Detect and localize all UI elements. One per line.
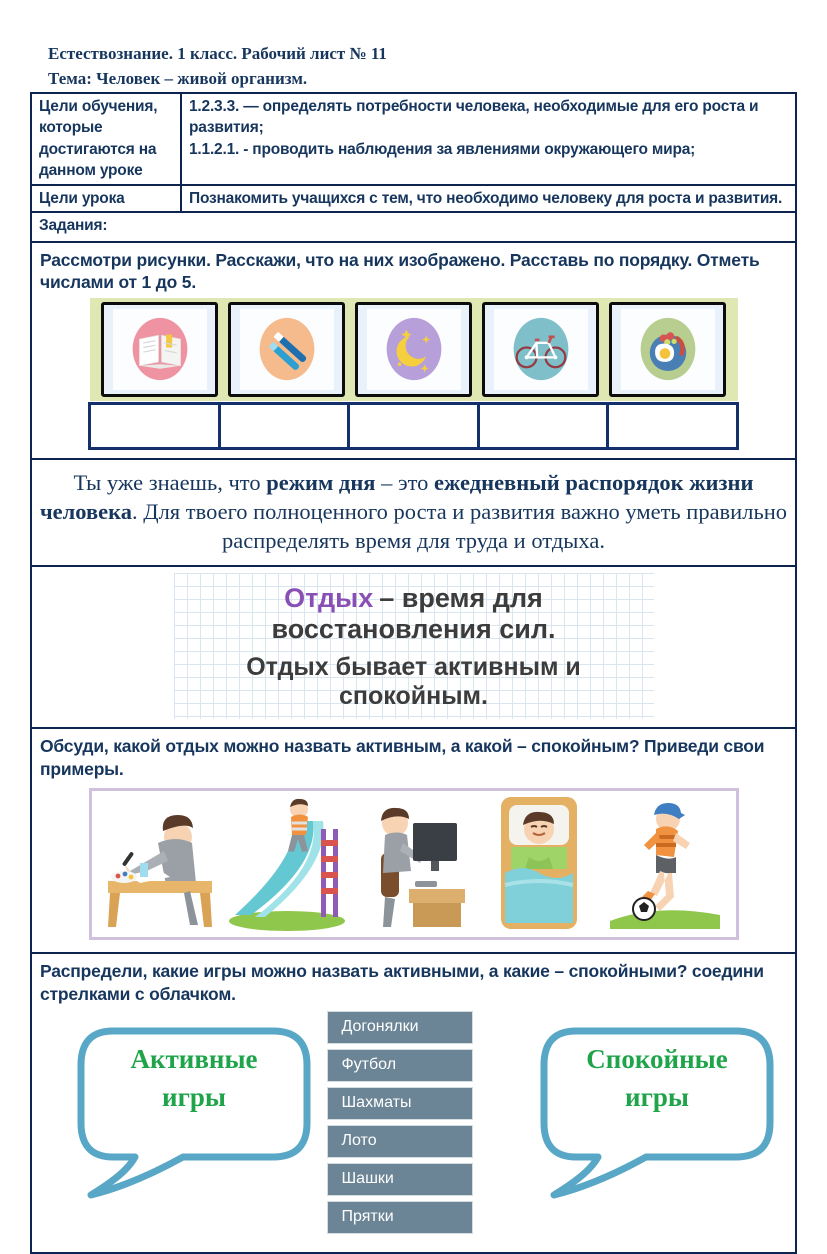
child-painting-at-desk-icon bbox=[100, 793, 225, 933]
task2-section bbox=[32, 727, 795, 952]
game-item-dogonyalki[interactable]: Догонялки bbox=[327, 1011, 473, 1044]
child-on-slide-icon bbox=[225, 793, 350, 933]
active-games-bubble[interactable] bbox=[73, 1023, 315, 1201]
bubble-line: Спокойные bbox=[586, 1043, 728, 1074]
games-sorting-area bbox=[39, 1009, 788, 1246]
learning-goals-label: Цели обучения, которые достигаются на данном уроке bbox=[32, 94, 182, 184]
worksheet-table bbox=[30, 92, 797, 1254]
rest-term: Отдых bbox=[284, 583, 374, 614]
breakfast-plate-icon bbox=[627, 311, 709, 387]
task3-instruction: Распредели, какие игры можно назвать активными, а какие – спокойными? соедини стрелками с облачком. bbox=[40, 961, 764, 1004]
answer-box-2[interactable] bbox=[218, 402, 351, 450]
worksheet-header bbox=[0, 0, 827, 91]
lesson-goal-row bbox=[32, 184, 795, 211]
tasks-heading: Задания: bbox=[32, 211, 795, 241]
bubble-line: Активные bbox=[130, 1043, 258, 1074]
daily-routine-pictures bbox=[90, 298, 738, 401]
order-answer-row bbox=[88, 402, 739, 450]
game-item-pryatki[interactable]: Прятки bbox=[327, 1201, 473, 1234]
task1-instruction: Рассмотри рисунки. Расскажи, что на них изображено. Расставь по порядку. Отметь числами от 1 до 5. bbox=[40, 249, 760, 293]
picture-card-bicycle bbox=[482, 302, 599, 397]
child-sleeping-in-bed-icon bbox=[477, 793, 602, 933]
bicycle-icon bbox=[500, 311, 582, 387]
game-item-shashki[interactable]: Шашки bbox=[327, 1163, 473, 1196]
bubble-line: игры bbox=[625, 1081, 689, 1112]
calm-games-label bbox=[536, 1041, 778, 1117]
picture-card-breakfast bbox=[609, 302, 726, 397]
picture-card-book bbox=[101, 302, 218, 397]
learning-goal-2: 1.1.2.1. - проводить наблюдения за явлениями окружающего мира; bbox=[189, 140, 696, 158]
task3-section bbox=[32, 952, 795, 1252]
game-item-loto[interactable]: Лото bbox=[327, 1125, 473, 1158]
learning-goal-1: 1.2.3.3. — определять потребности человека, необходимые для его роста и развития; bbox=[189, 98, 759, 137]
picture-frame bbox=[367, 309, 461, 390]
rest-activities-pictures bbox=[89, 788, 739, 940]
toothbrush-and-toothpaste-icon bbox=[246, 311, 328, 387]
answer-box-1[interactable] bbox=[88, 402, 221, 450]
answer-box-4[interactable] bbox=[477, 402, 610, 450]
intro-bold-term: режим дня bbox=[266, 469, 376, 495]
picture-card-night bbox=[355, 302, 472, 397]
answer-box-5[interactable] bbox=[606, 402, 739, 450]
active-games-label bbox=[73, 1041, 315, 1117]
calm-games-bubble[interactable] bbox=[536, 1023, 778, 1201]
intro-paragraph bbox=[32, 458, 795, 566]
task1-section bbox=[32, 241, 795, 458]
rest-definition-line2: Отдых бывает активным и спокойным. bbox=[246, 653, 581, 711]
picture-frame bbox=[621, 309, 715, 390]
night-moon-and-stars-icon bbox=[373, 311, 455, 387]
learning-goals-value bbox=[182, 94, 795, 184]
picture-frame bbox=[113, 309, 207, 390]
game-item-shahmaty[interactable]: Шахматы bbox=[327, 1087, 473, 1120]
game-item-futbol[interactable]: Футбол bbox=[327, 1049, 473, 1082]
picture-card-toothbrush bbox=[228, 302, 345, 397]
child-playing-football-icon bbox=[602, 793, 727, 933]
child-at-computer-icon bbox=[351, 793, 476, 933]
bubble-line: игры bbox=[162, 1081, 226, 1112]
picture-frame bbox=[240, 309, 334, 390]
task2-instruction: Обсуди, какой отдых можно назвать активным, а какой – спокойным? Приведи свои примеры. bbox=[40, 736, 765, 779]
rest-definition-line1 bbox=[184, 583, 644, 645]
lesson-goal-value: Познакомить учащихся с тем, что необходимо человеку для роста и развития. bbox=[189, 189, 783, 207]
lesson-goal-label: Цели урока bbox=[32, 186, 182, 211]
intro-text: Ты уже знаешь, что bbox=[73, 469, 267, 495]
rest-definition-text: – время для восстановления сил. bbox=[271, 583, 556, 645]
rest-definition-section bbox=[32, 565, 795, 727]
rest-definition-card bbox=[174, 573, 654, 719]
intro-text: – это bbox=[375, 469, 435, 495]
picture-frame bbox=[494, 309, 588, 390]
learning-goals-row bbox=[32, 94, 795, 184]
intro-bold-definition: ежедневный распорядок жизни человека bbox=[39, 469, 754, 524]
open-book-icon bbox=[119, 311, 201, 387]
games-list bbox=[327, 1011, 473, 1234]
answer-box-3[interactable] bbox=[347, 402, 480, 450]
worksheet-title: Естествознание. 1 класс. Рабочий лист № 11 bbox=[48, 44, 387, 63]
intro-text: . Для твоего полноценного роста и развития важно уметь правильно распределять время для труда и отдыха. bbox=[131, 498, 788, 554]
worksheet-topic: Тема: Человек – живой организм. bbox=[48, 68, 308, 88]
